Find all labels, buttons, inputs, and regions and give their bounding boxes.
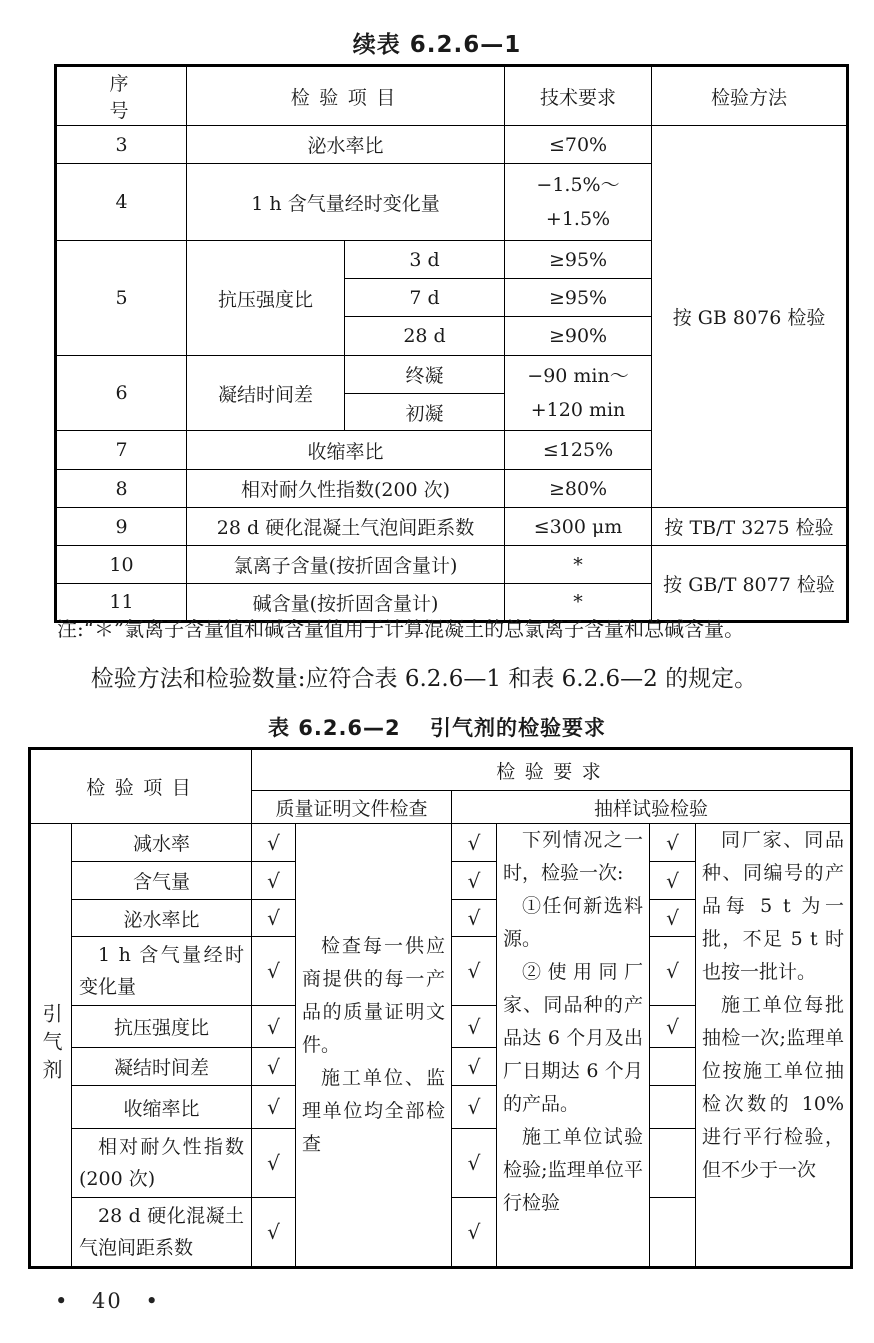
- t2-sample1-check-6: √: [452, 1048, 497, 1086]
- t2-cert-note-p2: 施工单位、监理单位均全部检查: [302, 1066, 446, 1155]
- t1-r7-item: 收缩率比: [187, 431, 505, 470]
- t1-r4-item: 1 h 含气量经时变化量: [187, 164, 505, 241]
- t2-cert-check-6: √: [252, 1048, 296, 1086]
- t2-sample2-check-7: [650, 1086, 696, 1129]
- t1-r10-req: *: [505, 546, 652, 584]
- t1-r7-req: ≤125%: [505, 431, 652, 470]
- t2-group-label: [30, 824, 72, 1268]
- t2-item-1: 减水率: [72, 824, 252, 862]
- t1-r6-sub-final: 终凝: [345, 356, 505, 394]
- table-6-2-6-1: [54, 64, 849, 623]
- t2-item-2: 含气量: [72, 862, 252, 900]
- t1-r4-req: [505, 164, 652, 241]
- t1-r6-sub-initial: 初凝: [345, 394, 505, 431]
- t1-r4-req-line2: +1.5%: [545, 208, 611, 230]
- table-row: [56, 508, 848, 546]
- t2-sample1-check-3: √: [452, 900, 497, 937]
- table1-header-no: 序号: [56, 66, 187, 126]
- t1-r8-item: 相对耐久性指数(200 次): [187, 470, 505, 508]
- t1-r6-req-line1: −90 min～: [527, 365, 629, 387]
- t2-cert-check-5: √: [252, 1006, 296, 1048]
- t1-method-tbt3275: 按 TB/T 3275 检验: [652, 508, 848, 546]
- t2-sample-note2-p1: 同厂家、同品种、同编号的产品每 5 t 为一批，不足 5 t 时也按一批计。: [702, 829, 845, 983]
- t1-r10-item: 氯离子含量(按折固含量计): [187, 546, 505, 584]
- t2-sample2-check-5: √: [650, 1006, 696, 1048]
- t2-sample-note1-p2: ①任何新选料源。: [503, 895, 644, 950]
- t2-sample-note1-p1: 下列情况之一时，检验一次:: [503, 829, 644, 884]
- t2-sample2-check-6: [650, 1048, 696, 1086]
- t2-sample-note1-p4: 施工单位试验检验;监理单位平行检验: [503, 1126, 644, 1214]
- t2-group-label-text: 引气剂: [39, 1003, 63, 1087]
- t2-item-4: 1 h 含气量经时变化量: [72, 937, 252, 1006]
- t2-sample-note2-p2: 施工单位每批抽检一次;监理单位按施工单位抽检次数的 10%进行平行检验，但不少于一次: [702, 994, 845, 1181]
- t1-r9-req: ≤300 μm: [505, 508, 652, 546]
- t1-r6-req-line2: +120 min: [530, 399, 626, 421]
- t2-cert-check-9: √: [252, 1198, 296, 1268]
- t1-r10-no: 10: [56, 546, 187, 584]
- table-row: [56, 546, 848, 584]
- table1-title: 续表 6.2.6—1: [352, 32, 522, 58]
- t2-sample2-check-2: √: [650, 862, 696, 900]
- table-6-2-6-2: [28, 747, 853, 1269]
- t2-sample1-check-5: √: [452, 1006, 497, 1048]
- table1-header-requirement: 技术要求: [505, 66, 652, 126]
- t1-method-gb8076: 按 GB 8076 检验: [652, 126, 848, 508]
- table2-title-number: 表 6.2.6—2: [267, 716, 401, 740]
- table1-header-method: 检验方法: [652, 66, 848, 126]
- t2-sample2-check-9: [650, 1198, 696, 1268]
- t2-item-9: 28 d 硬化混凝土气泡间距系数: [72, 1198, 252, 1268]
- t1-r11-no: 11: [56, 584, 187, 622]
- t1-r6-req: [505, 356, 652, 431]
- body-paragraph: 检验方法和检验数量:应符合表 6.2.6—1 和表 6.2.6—2 的规定。: [90, 666, 758, 692]
- t1-r5-sub-28d: 28 d: [345, 317, 505, 356]
- t2-cert-check-3: √: [252, 900, 296, 937]
- table2-header-sampling: 抽样试验检验: [452, 791, 852, 824]
- t1-r5-req-3d: ≥95%: [505, 241, 652, 279]
- t2-cert-check-8: √: [252, 1129, 296, 1198]
- t2-sample-note-1: [497, 824, 650, 1268]
- table1-header-item: 检验项目: [187, 66, 505, 126]
- t1-r4-req-line1: −1.5%～: [536, 174, 620, 196]
- table2-header-item: 检验项目: [30, 749, 252, 824]
- t1-r4-no: 4: [56, 164, 187, 241]
- t2-cert-note-p1: 检查每一供应商提供的每一产品的质量证明文件。: [302, 934, 446, 1056]
- t2-item-8: 相对耐久性指数(200 次): [72, 1129, 252, 1198]
- t2-sample-note-2: [696, 824, 852, 1268]
- t1-r11-req: *: [505, 584, 652, 622]
- t2-sample1-check-2: √: [452, 862, 497, 900]
- t2-sample1-check-8: √: [452, 1129, 497, 1198]
- t1-r5-item: 抗压强度比: [187, 241, 345, 356]
- t1-r5-sub-3d: 3 d: [345, 241, 505, 279]
- t1-r8-no: 8: [56, 470, 187, 508]
- t2-sample-note1-p3: ②使用同厂家、同品种的产品达 6 个月及出厂日期达 6 个月的产品。: [503, 961, 644, 1115]
- t2-sample1-check-9: √: [452, 1198, 497, 1268]
- t1-r3-req: ≤70%: [505, 126, 652, 164]
- table1-footnote: 注:“＊”氯离子含量值和碱含量值用于计算混凝土的总氯离子含量和总碱含量。: [57, 617, 745, 641]
- t2-cert-check-7: √: [252, 1086, 296, 1129]
- t2-item-3: 泌水率比: [72, 900, 252, 937]
- t2-cert-note: [296, 824, 452, 1268]
- table2-title: [0, 712, 874, 742]
- t2-sample2-check-4: √: [650, 937, 696, 1006]
- t1-r9-no: 9: [56, 508, 187, 546]
- table-row: [56, 126, 848, 164]
- t2-sample2-check-8: [650, 1129, 696, 1198]
- t2-item-5: 抗压强度比: [72, 1006, 252, 1048]
- t2-item-6: 凝结时间差: [72, 1048, 252, 1086]
- t1-r7-no: 7: [56, 431, 187, 470]
- t1-r5-no: 5: [56, 241, 187, 356]
- t1-r5-sub-7d: 7 d: [345, 279, 505, 317]
- t2-sample1-check-1: √: [452, 824, 497, 862]
- t2-item-7: 收缩率比: [72, 1086, 252, 1129]
- t2-sample1-check-4: √: [452, 937, 497, 1006]
- t2-sample2-check-3: √: [650, 900, 696, 937]
- t2-sample1-check-7: √: [452, 1086, 497, 1129]
- t1-r6-item: 凝结时间差: [187, 356, 345, 431]
- t1-r5-req-28d: ≥90%: [505, 317, 652, 356]
- t1-method-gbt8077: 按 GB/T 8077 检验: [652, 546, 848, 622]
- t1-r9-item: 28 d 硬化混凝土气泡间距系数: [187, 508, 505, 546]
- table2-header-requirement: 检验要求: [252, 749, 852, 791]
- t1-r5-req-7d: ≥95%: [505, 279, 652, 317]
- table-row: [30, 824, 852, 862]
- page-number: • 40 •: [55, 1289, 160, 1313]
- table2-header-row-1: [30, 749, 852, 791]
- t2-cert-check-1: √: [252, 824, 296, 862]
- t1-r3-no: 3: [56, 126, 187, 164]
- table2-title-text: 引气剂的检验要求: [430, 716, 607, 740]
- t1-r11-item: 碱含量(按折固含量计): [187, 584, 505, 622]
- t1-r8-req: ≥80%: [505, 470, 652, 508]
- t2-sample2-check-1: √: [650, 824, 696, 862]
- table2-header-cert: 质量证明文件检查: [252, 791, 452, 824]
- t1-r6-no: 6: [56, 356, 187, 431]
- t2-cert-check-2: √: [252, 862, 296, 900]
- t1-r3-item: 泌水率比: [187, 126, 505, 164]
- table1-header-row: [56, 66, 848, 126]
- t2-cert-check-4: √: [252, 937, 296, 1006]
